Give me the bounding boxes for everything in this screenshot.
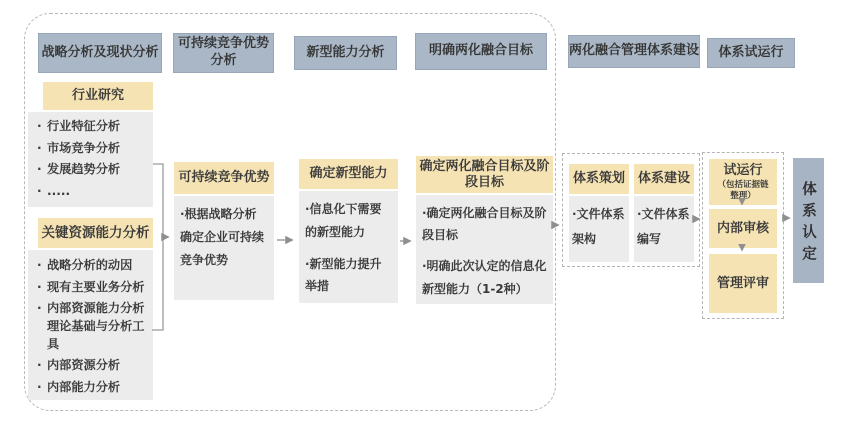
system-build-group	[562, 153, 700, 267]
trial-run-note: （包括证据链整理）	[717, 180, 769, 201]
industry-research-title: 行业研究	[43, 82, 153, 110]
management-review-box: 管理评审	[709, 254, 777, 313]
key-resources-title: 关键资源能力分析	[38, 218, 153, 248]
competitive-advantage-title: 可持续竞争优势	[174, 162, 274, 194]
integration-goals-panel	[416, 195, 553, 304]
industry-research-panel	[28, 112, 153, 207]
internal-audit-box: 内部审核	[709, 209, 777, 248]
stage-header-new-capability-analysis: 新型能力分析	[294, 36, 397, 70]
list-item: · .....	[33, 183, 150, 201]
new-capability-title: 确定新型能力	[299, 159, 398, 189]
list-item: · 内部资源能力分析理论基础与分析工具	[33, 300, 150, 353]
list-item: · 行业特征分析	[33, 118, 150, 136]
list-item: ·新型能力提升举措	[305, 256, 382, 294]
system-construction-title: 体系建设	[634, 164, 694, 194]
certification-box: 体系认定	[793, 158, 824, 283]
stage-header-competitive-advantage-analysis: 可持续竞争优势分析	[173, 33, 274, 73]
system-construction-panel: ·文件体系编写	[634, 196, 694, 262]
list-item: · 内部能力分析	[33, 379, 150, 397]
stage-header-system-construction: 两化融合管理体系建设	[568, 35, 700, 68]
system-planning-panel: ·文件体系架构	[569, 196, 629, 262]
trial-run-title: 试运行	[723, 162, 763, 178]
list-item: ·信息化下需要的新型能力	[305, 202, 382, 239]
list-item: ·确定两化融合目标及阶段目标	[422, 206, 547, 243]
list-item: · 内部资源分析	[33, 357, 150, 375]
integration-goals-title: 确定两化融合目标及阶段目标	[416, 156, 553, 193]
new-capability-panel	[299, 191, 398, 303]
list-item: · 发展趋势分析	[33, 161, 150, 179]
competitive-advantage-panel: ·根据战略分析确定企业可持续竞争优势	[174, 196, 274, 300]
list-item: · 市场竞争分析	[33, 140, 150, 158]
list-item: · 现有主要业务分析	[33, 279, 150, 297]
trial-run-box	[709, 159, 777, 205]
trial-run-group	[702, 152, 784, 319]
stage-header-trial-run: 体系试运行	[707, 38, 795, 68]
key-resources-panel	[28, 250, 153, 400]
system-planning-title: 体系策划	[569, 164, 629, 194]
stage-header-strategy-analysis: 战略分析及现状分析	[38, 33, 162, 73]
list-item: ·明确此次认定的信息化新型能力（1-2种）	[422, 259, 547, 296]
stage-header-integration-goals: 明确两化融合目标	[415, 33, 547, 70]
list-item: · 战略分析的动因	[33, 257, 150, 275]
